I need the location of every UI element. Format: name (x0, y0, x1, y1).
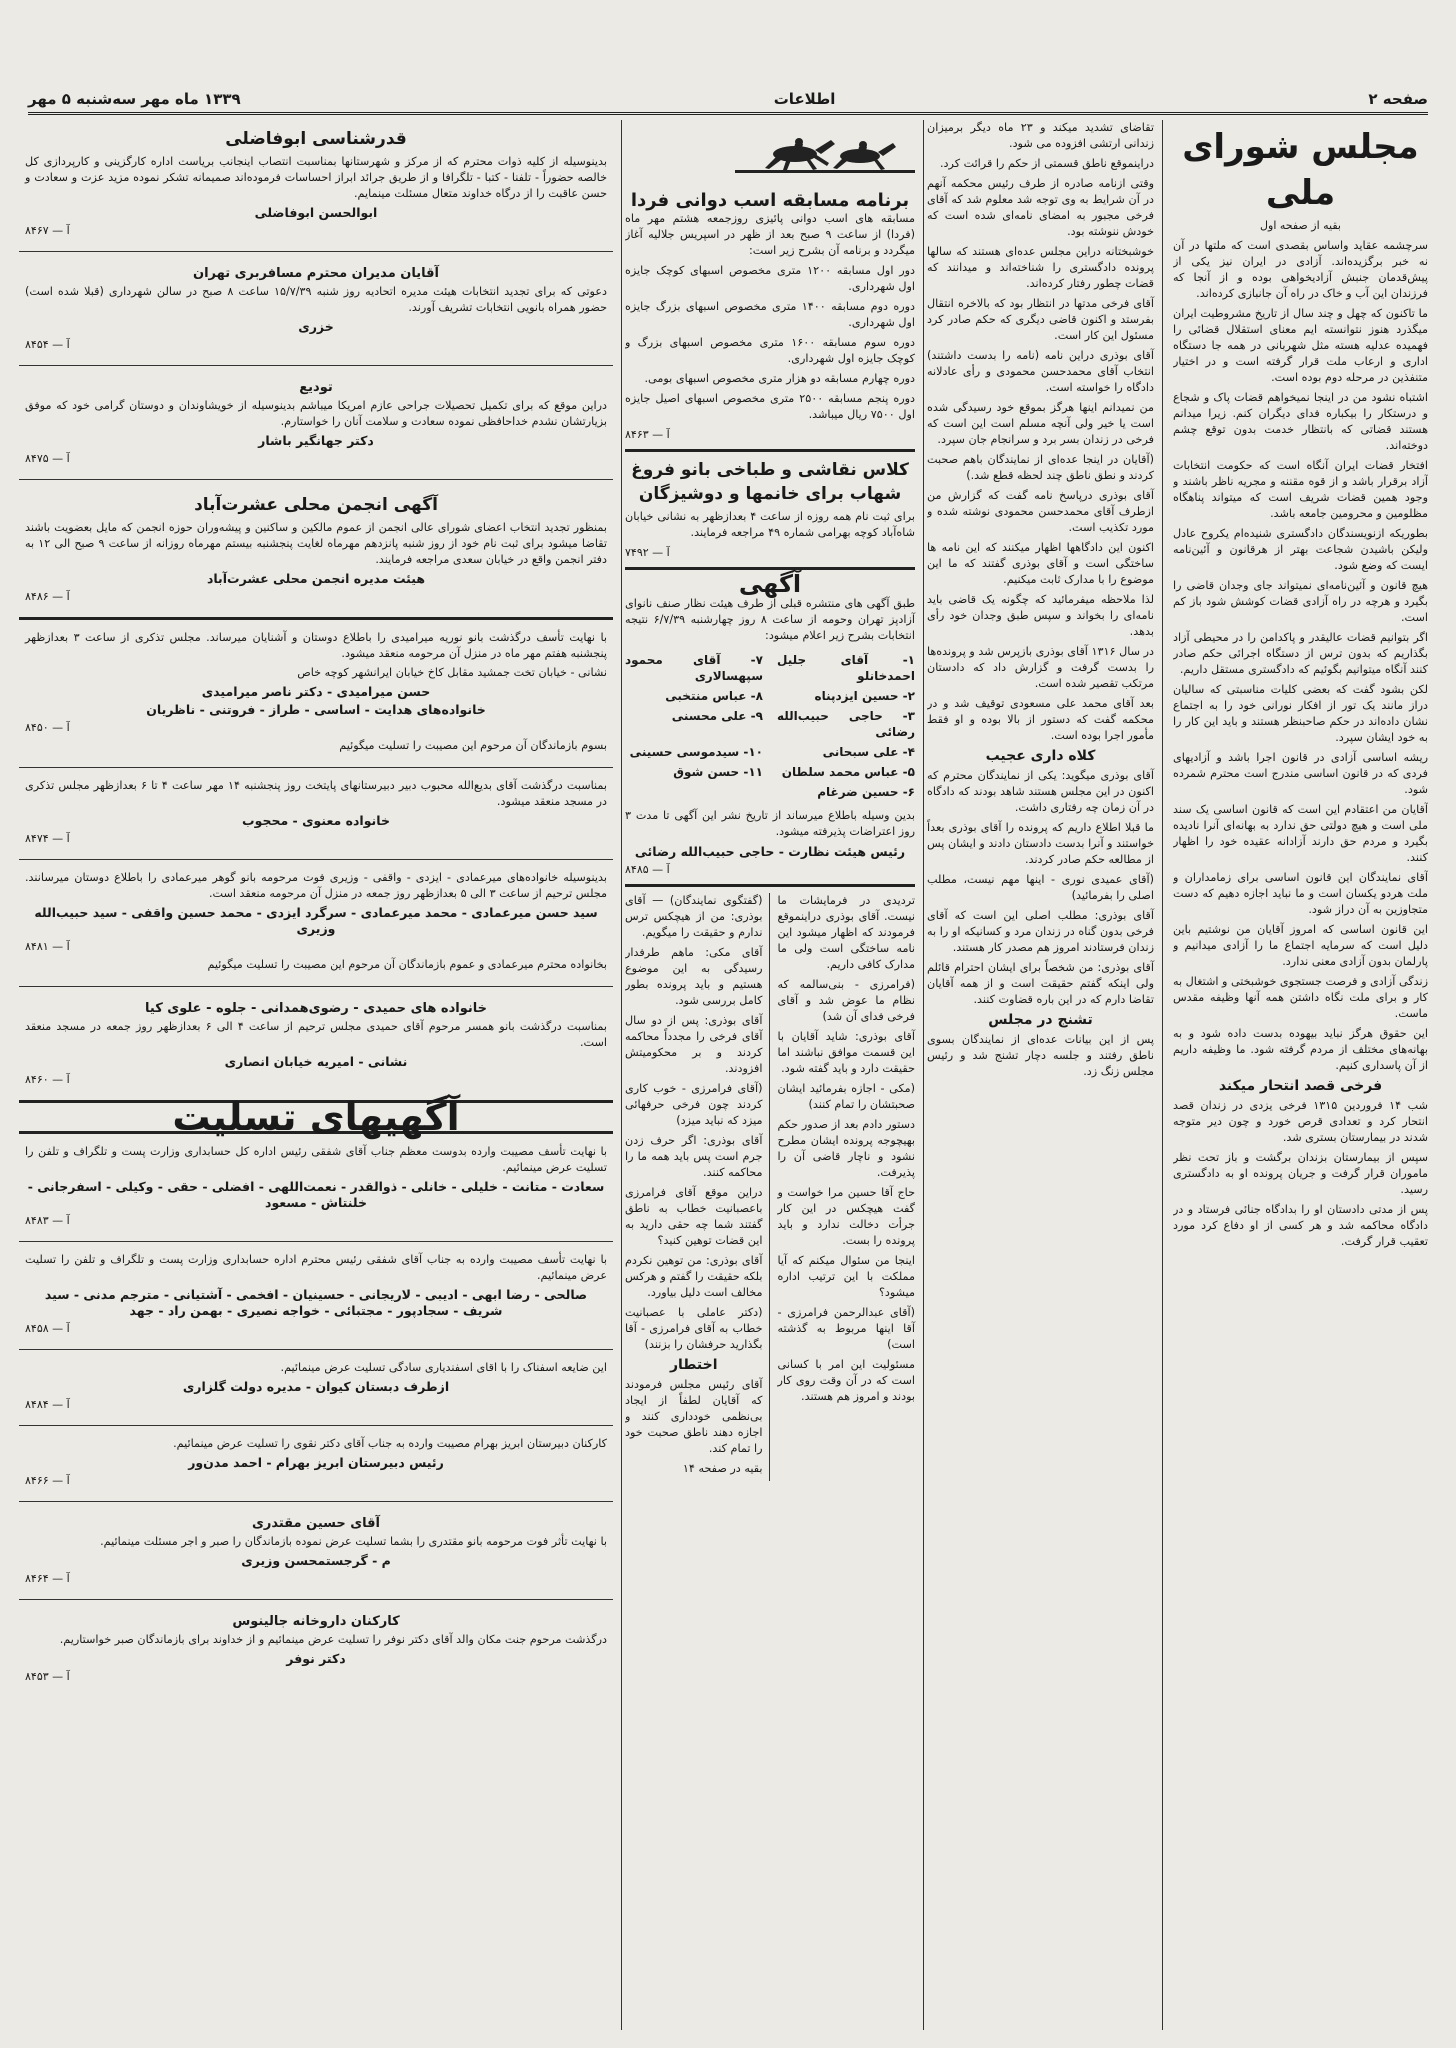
paragraph: وقتی ازنامه صادره از طرف رئیس محکمه آنهم در آن شرایط به وی توجه شد معلوم شد که آقای فرخی مجبور به امضای نامه‌ای شده است که خودش ننوشته بود. (927, 177, 1154, 238)
ad-block (19, 1508, 613, 1593)
ad-number: ۸۴۶۴ — آ (25, 1572, 70, 1585)
issue-date: ۱۳۳۹ ماه مهر سه‌شنبه ۵ مهر (28, 90, 241, 108)
paragraph: بدین وسیله باطلاع میرساند از تاریخ نشر این آگهی تا مدت ۳ روز اعتراضات پذیرفته میشود. (625, 809, 915, 838)
paragraph: برای ثبت نام همه روزه از ساعت ۴ بعدازظهر به نشانی خیابان شاه‌آباد کوچه بهرامی شماره ۴۹ مراجعه فرمایند. (625, 510, 915, 539)
ad-number: ۸۴۶۳ — آ (625, 428, 670, 441)
elected-list (625, 650, 915, 802)
paragraph: دستور دادم بعد از صدور حکم بهیچوجه پرونده ایشان مطرح نشود و ناچار قاضی آن را پذیرفت. (777, 1118, 915, 1179)
ad-number: ۸۴۵۳ — آ (25, 1670, 70, 1683)
paragraph: آقای فرخی مدتها در انتظار بود که بالاخره انتقال بفرستد و اکنون قاضی دیگری که حکم صادر کرد مسئول این کار است. (927, 297, 1154, 342)
ad-title: کارکنان داروخانه جالینوس (232, 1614, 400, 1629)
ad-block (19, 1606, 613, 1691)
paragraph: آقای بوذری: اگر حرف زدن جرم است پس باید همه ما را محاکمه کنند. (625, 1134, 763, 1179)
ad-note: بخانواده محترم میرعمادی و عموم بازماندگان آن مرحوم این مصیبت را تسلیت میگوئیم (207, 958, 607, 971)
paragraph: آقای رئیس مجلس فرمودند که آقایان لطفاً از ایجاد بی‌نظمی خودداری کنند و اجازه دهند ناطق صحبت خود را تمام کند. (625, 1378, 763, 1455)
lower-text-right (778, 893, 916, 1481)
paragraph: (آقای فرامرزی - خوب کاری کردند چون فرخی حرفهائی میزد که نباید میزد) (625, 1082, 763, 1127)
paragraph: اشتباه نشود من در اینجا نمیخواهم قضات پاک و شجاع و درستکار را بیکباره فدای دیگران کنم. زیرا میدانم هستند قضاتی که بانتظار خدمت بدون توقع چشم دوخته‌اند. (1173, 391, 1428, 452)
ad-block (19, 120, 613, 245)
paragraph: شب ۱۴ فروردین ۱۳۱۵ فرخی یزدی در زندان قصد انتحار کرد و تعدادی قرص خورد و چون دیر متوجه شدند در بیمارستان بستری شد. (1173, 1099, 1428, 1144)
parliament-column (1173, 120, 1428, 2030)
paragraph: طبق آگهی های منتشره قبلی از طرف هیئت نظار صنف نانوای آزادپز تهران وحومه از ساعت ۸ روز چهارشنبه ۶/۷/۳۹ نتیجه انتخابات بشرح زیر اعلام میشود: (625, 597, 915, 642)
paragraph: دراینموقع ناطق قسمتی از حکم را قرائت کرد. (939, 157, 1154, 170)
middle-column (625, 120, 924, 2030)
paragraph: این حقوق هرگز نباید بیهوده بدست داده شود و به بهانه‌های مختلف از مردم گرفته شود. ما وظیفه داریم از آن پاسداری کنیم. (1173, 1027, 1428, 1072)
paragraph: آقای مکی: ماهم طرفدار رسیدگی به این موضوع هستیم و باید پرونده بطور کامل بررسی شود. (625, 946, 763, 1007)
paragraph: این قانون اساسی که امروز آقایان من نوشتیم باین دلیل است که سرمایه اجتماع ما را آزادی میدانیم و پارلمان بدون آزادی معنی ندارد. (1173, 923, 1428, 968)
parliament-title: مجلس شورای ملی (1182, 127, 1419, 213)
ad-number: ۸۴۵۸ — آ (25, 1322, 70, 1335)
ad-block (19, 258, 613, 359)
paragraph: حاج آقا حسین مرا خواست و گفت هیچکس در این کار جرأت دخالت ندارد و باید پرونده را بست. (777, 1186, 915, 1247)
ad-signature: سعادت - متانت - خلیلی - خانلی - ذوالقدر - نعمت‌اللهی - افضلی - حقی - وکیلی - اسفرجانی - خلنتاش - مسعود (27, 1179, 605, 1210)
ad-text: درگذشت مرحوم جنت مکان والد آقای دکتر نوفر را تسلیت عرض مینمائیم و از خداوند برای بازماندگان صبر خواستاریم. (59, 1633, 607, 1646)
ad-note: بسوم بازماندگان آن مرحوم این مصیبت را تسلیت میگوئیم (339, 739, 607, 752)
notice-title: آگهی (738, 570, 802, 598)
ad-text: دراین موقع که برای تکمیل تحصیلات جراحی عازم امریکا میباشم بدینوسیله از خویشاوندان و دوستان گرامی خود که موفق بزیارتشان نشدم خداحافظی نموده سعادت و سلامت آنان را خواستارم. (25, 399, 607, 428)
list-item: ۵- عباس محمد سلطان (781, 765, 915, 779)
class-ad-title: کلاس نقاشی و طباخی بانو فروغ شهاب برای خانمها و دوشیزگان (631, 460, 909, 504)
subheading: کلاه داری عجیب (985, 748, 1096, 764)
list-item: ۲- حسین ایزدپناه (814, 689, 915, 703)
ad-text: با نهایت تأثر فوت مرحومه بانو مقتدری را بشما تسلیت عرض نموده بازماندگان را صبر و اجر مسئلت مینمائیم. (100, 1535, 607, 1548)
ad-text: با نهایت تأسف درگذشت بانو نوریه میرامیدی را باطلاع دوستان و آشنایان میرساند. مجلس تذکری از ساعت ۳ بعدازظهر پنجشنبه هفتم مهر ماه در منزل آن مرحومه منعقد میشود. (25, 631, 608, 660)
ad-signature: دکتر جهانگیر باشار (258, 433, 374, 448)
ad-number: ۸۴۵۴ — آ (25, 338, 70, 351)
paragraph: مسابقه های اسب دوانی پائیزی روزجمعه هشتم مهر ماه (فردا) از ساعت ۹ صبح بعد از ظهر در اسپریس جلالیه آغاز میگردد و برنامه آن بشرح زیر است: (625, 212, 915, 257)
ad-block (19, 626, 613, 761)
paragraph: دوره چهارم مسابقه دو هزار متری مخصوص اسبهای بومی. (644, 372, 915, 385)
ad-block (19, 1432, 613, 1495)
paragraph: بطوریکه ازنویسندگان دادگستری شنیده‌ام یکروح عادل ولیکن باشیدن شجاعت بهتر از هرقانون و آئین‌نامه ایست که وضع شود. (1173, 527, 1428, 572)
ad-text: دعوتی که برای تجدید انتخابات هیئت مدیره اتحادیه روز شنبه ۱۵/۷/۳۹ ساعت ۸ صبح در سالن شهرداری (قبلا شده است) حضور همراه بانویی انتخابات تشریف آورند. (25, 285, 607, 314)
paragraph: سپس از بیمارستان بزندان برگشت و باز تحت نظر ماموران قرار گرفت و جریان پرونده او به دادگستری رسید. (1173, 1151, 1428, 1196)
paragraph: دوره سوم مسابقه ۱۶۰۰ متری مخصوص اسبهای بزرگ و کوچک جایزه اول شهرداری. (625, 336, 915, 365)
notice-signature: رئیس هیئت نظارت - حاجی حبیب‌الله رضائی (634, 844, 906, 859)
ad-text: این ضایعه اسفناک را با اقای اسفندیاری سادگی تسلیت عرض مینمائیم. (280, 1361, 607, 1374)
list-item: ۸- عباس منتخبی (665, 689, 763, 703)
paragraph: آقای بوذری دراین نامه (نامه را بدست داشتند) انتخاب آقای محمدحسن محمودی و رأی عادلانه دادگاه را خواسته است. (927, 349, 1154, 394)
ad-signature: هیئت مدیره انجمن محلی عشرت‌آباد (206, 571, 426, 586)
ad-title: آگهی انجمن محلی عشرت‌آباد (194, 495, 438, 515)
paragraph: دراین موقع آقای فرامرزی باعصبانیت خطاب به ناطق گفتند شما چه حقی دارید به این قضات توهین کنید؟ (625, 1186, 763, 1247)
paragraph: ریشه اساسی آزادی در قانون اجرا باشد و آزادیهای فردی که در قانون اساسی مندرج است محترم شمرده شود. (1173, 751, 1428, 796)
list-item: ۷- آقای محمود سپهسالاری (625, 653, 763, 683)
ad-number: ۸۴۷۴ — آ (25, 832, 70, 845)
ad-text: با نهایت تأسف مصیبت وارده به جناب آقای شفقی رئیس محترم اداره حسابداری وزارت پست و تلگراف و تلفن را تسلیت عرض مینمائیم. (25, 1253, 607, 1282)
subheading: اختطار (669, 1357, 718, 1373)
list-item: ۶- حسین ضرغام (817, 785, 915, 799)
ad-number: ۸۴۸۴ — آ (25, 1398, 70, 1411)
paragraph: دوره دوم مسابقه ۱۴۰۰ متری مخصوص اسبهای بزرگ جایزه اول شهرداری. (625, 300, 916, 329)
paragraph: آقای بوذری: مطلب اصلی این است که آقای فرخی بدون گناه در زندان مرد و کسانیکه او را به زندان فرستادند امروز هم مصدر کار هستند. (927, 909, 1154, 954)
ad-signature: خزری (298, 319, 334, 334)
ad-signature: رئیس دبیرستان ابریز بهرام - احمد مدن‌ور (188, 1455, 444, 1470)
paragraph: لذا ملاحظه میفرمائید که چگونه یک قاضی باید نامه‌ای را بخواند و سپس طبق وجدان خود رأی بدهد. (927, 593, 1154, 638)
ad-signature: ازطرف دبستان کیوان - مدیره دولت گلزاری (182, 1379, 450, 1394)
ad-block (19, 993, 613, 1094)
paragraph: آقای بوذری: من توهین نکردم بلکه حقیقت را گفتم و هرکس مخالف است دلیل بیاورد. (625, 1254, 763, 1299)
ad-number: ۸۴۶۰ — آ (25, 1073, 70, 1086)
paragraph: دور اول مسابقه ۱۲۰۰ متری مخصوص اسبهای کوچک جایزه اول شهرداری. (625, 264, 915, 293)
ad-number: ۸۴۷۵ — آ (25, 452, 70, 465)
ad-text: بمناسبت درگذشت بانو همسر مرحوم آقای حمیدی مجلس ترحیم از ساعت ۴ الی ۶ بعدازظهر روز جمعه در مسجد منعقد است. (25, 1020, 607, 1049)
paragraph: لکن بشود گفت که بعضی کلیات مناسبتی که سالیان دراز مانند یک تور از افکار نورانی خود را به اجتماع نشان داده‌اند در حکم صاحبنظر هستند و باید این کار را به خود ایشان سپرد. (1173, 683, 1428, 744)
ad-number: ۸۴۸۵ — آ (625, 863, 670, 876)
ad-signature: خانواده‌های هدایت - اساسی - طراز - فروتنی - ناظریان (146, 702, 486, 717)
ad-text: بدینوسیله خانواده‌های میرعمادی - ایزدی - واقفی - وزیری فوت مرحومه بانو گوهر میرعمادی را باطلاع دوستان میرسانند. مجلس ترحیم از ساعت ۳ الی ۵ بعدازظهر روز جمعه در منزل آن مرحومه منعقد است. (25, 871, 607, 900)
ad-number: ۸۴۶۶ — آ (25, 1474, 70, 1487)
lower-text-columns (625, 893, 915, 1481)
paragraph: ما تاکنون که چهل و چند سال از تاریخ مشروطیت ایران میگذرد هنوز نتوانسته ایم معنای استقلال قضائی را فهمیده عدلیه هسته مثل شهربانی در همه جا دستگاه اداری و ارعاب ملت قرار گرفته است و در اختیار متنفذین در مرحله دوم بوده است. (1173, 307, 1428, 384)
ad-title: تودیع (299, 380, 333, 395)
masthead (28, 86, 1428, 115)
ad-address: نشانی - امیریه خیابان انصاری (224, 1054, 408, 1069)
ad-title: آقای حسین مقتدری (251, 1516, 381, 1531)
ad-signature: دکتر نوفر (286, 1651, 346, 1666)
ad-number: ۸۴۸۶ — آ (25, 590, 70, 603)
ad-block (19, 1248, 613, 1343)
ad-block (19, 866, 613, 980)
ad-number: ۸۴۸۱ — آ (25, 940, 70, 953)
ad-text: کارکنان دبیرستان ابریز بهرام مصیبت وارده به جناب آقای دکتر نقوی را تسلیت عرض مینمائیم. (173, 1437, 607, 1450)
paragraph: (مکی - اجازه بفرمائید ایشان صحبتشان را تمام کنند) (777, 1082, 915, 1111)
paragraph: (گفتگوی نمایندگان) — آقای بوذری: من از هیچکس ترس ندارم و حقیقت را میگویم. (625, 894, 763, 939)
ad-text: بمنظور تجدید انتخاب اعضای شورای عالی انجمن از عموم مالکین و ساکنین و پیشه‌وران حوزه انجمن که مایل بعضویت باشند تقاضا میشود برای ثبت نام خود از روز شنبه پانزدهم مهرماه لغایت پنجشنبه بیستم مهرماه روزانه از ساعت ۹ صبح الی ۱۲ به دفتر انجمن واقع در خیابان سعدی مراجعه فرمایند. (25, 521, 608, 566)
continued-note: بقیه در صفحه ۱۴ (682, 1462, 763, 1475)
paragraph: (دکتر عاملی با عصبانیت خطاب به آقای فرامرزی - آقا بگذارید حرفشان را بزنند) (625, 1306, 763, 1351)
ad-block (19, 774, 613, 853)
paragraph: زندگی آزادی و فرصت جستجوی خوشبختی و اشتغال به کار و برای ملت نگاه داشتن همه آنها وظیفه مقدس ماست. (1173, 975, 1428, 1020)
ad-title: قدرشناسی ابوفاضلی (225, 129, 407, 149)
page-number: صفحه ۲ (1368, 90, 1428, 108)
paragraph: در سال ۱۳۱۶ آقای بوذری بازپرس شد و پرونده‌ها را بدست گرفت و گزارش داد که دادستان مرتکب تقصیر شده است. (927, 645, 1154, 690)
ad-address: نشانی - خیابان تخت جمشید مقابل کاخ خیابان ایرانشهر کوچه خاص (297, 666, 607, 679)
paragraph: تقاضای تشدید میکند و ۲۳ ماه دیگر برمیزان زندانی ارتشی افزوده می شود. (927, 121, 1154, 150)
list-item: ۴- علی سبحانی (822, 745, 915, 759)
ad-signature: ابوالحسن ابوفاضلی (254, 205, 378, 220)
ad-block (19, 1356, 613, 1419)
list-item: ۱۰- سیدموسی حسینی (629, 745, 763, 759)
paragraph: (آقای عمیدی نوری - اینها مهم نیست، مطلب اصلی را بفرمائید) (927, 873, 1154, 902)
list-item (625, 784, 763, 800)
ad-block (19, 486, 613, 611)
paragraph: مسئولیت این امر با کسانی است که در آن وقت روی کار بودند و امروز هم هستند. (777, 1358, 915, 1403)
paragraph: افتخار قضات ایران آنگاه است که حکومت انتخابات آزاد برقرار باشد و از قوه مقننه و مجریه ناظر باشند و وجود همین قضات شریف است که میتواند پناهگاه مظلومین و محرومین جامعه باشد. (1173, 459, 1428, 520)
paragraph: ما قبلا اطلاع داریم که پرونده را آقای بوذری بعداً خواستند و آنرا بدست دادستان دادند و ایشان پس از مطالعه حکم صادر کردند. (927, 821, 1154, 866)
parliament-column-continued (927, 120, 1163, 2030)
condolence-ads-title: آگهیهای تسلیت (172, 1095, 460, 1139)
ad-text: با نهایت تأسف مصیبت وارده بدوست معظم جناب آقای شفقی رئیس اداره کل حسابداری وزارت پست و تلگراف و تلفن را تسلیت عرض مینمائیم. (25, 1145, 607, 1174)
ad-signature: صالحی - رضا ابهی - ادیبی - لاریجانی - حسینیان - افخمی - آشتیانی - مترجم مدنی - سید شریف - سجادپور - مجتبائی - خواجه نصیری - بهمن راد - جهد (44, 1287, 588, 1318)
paragraph: اینجا من سئوال میکنم که آیا مملکت با این ترتیب اداره میشود؟ (777, 1254, 915, 1299)
list-item: ۹- علی محسنی (671, 709, 763, 723)
lower-text-left (625, 893, 770, 1481)
list-item: ۱۱- حسن شوق (673, 765, 763, 779)
paragraph: بعد آقای محمد علی مسعودی توقیف شد و در محکمه گفت که دستور از بالا بوده و او فقط مأمور اجرا بوده است. (927, 697, 1154, 742)
paper-name: اطلاعات (773, 90, 836, 108)
ad-number: ۷۴۹۲ — آ (625, 546, 670, 559)
horse-race-illustration (735, 124, 915, 182)
ad-number: ۸۴۸۳ — آ (25, 1214, 70, 1227)
ad-title: آقایان مدیران محترم مسافربری تهران (193, 266, 439, 281)
paragraph: من نمیدانم اینها هرگز بموقع خود رسیدگی شده است یا خیر ولی آنچه مسلم است این است که فرخی در زندان بسر برد و سرانجام جان سپرد. (927, 401, 1154, 446)
subheading: فرخی قصد انتحار میکند (1218, 1078, 1383, 1094)
list-item: ۱- آقای جلیل احمدخانلو (777, 653, 915, 683)
paragraph: (آقای عبدالرحمن فرامرزی - آقا اینها مربوط به گذشته است) (777, 1306, 915, 1351)
list-item: ۳- حاجی حبیب‌الله رضائی (777, 709, 915, 739)
ad-signature: حسن میرامیدی - دکتر ناصر میرامیدی (201, 684, 431, 699)
paragraph: (فرامرزی - بنی‌سالمه که نظام ما عوض شد و آقای فرخی فدای آن شد) (777, 978, 915, 1023)
paragraph: سرچشمه عقاید واساس بقصدی است که ملتها در آن نه خبر برگزیده‌اند. آزادی در ایران نیز یکی از پیش‌قدمان جنبش آزادیخواهی بوده و از آنجا که فرزندان این آب و خاک در راه آن جانبازی کرده‌اند. (1173, 239, 1428, 300)
ad-text: بمناسبت درگذشت آقای بدیع‌الله محبوب دبیر دبیرستانهای پایتخت روز پنجشنبه ۱۴ مهر ساعت ۴ تا ۶ بعدازظهر مجلس تذکری در مسجد منعقد میشود. (25, 779, 608, 808)
paragraph: اکنون این دادگاهها اظهار میکنند که این نامه ها ساختگی است و آقای بوذری گفتند که ما این موضوع را با مدارک ثابت میکنیم. (927, 541, 1154, 586)
paragraph: دوره پنجم مسابقه ۲۵۰۰ متری مخصوص اسبهای اصیل جایزه اول ۷۵۰۰ ریال میباشد. (625, 392, 915, 421)
ad-number: ۸۴۶۷ — آ (25, 224, 70, 237)
paragraph: آقای بوذری درپاسخ نامه گفت که گزارش من ازطرف آقای محمدحسن محمودی نوشته شده و مورد تکذیب است. (927, 489, 1154, 534)
paragraph: آقای نمایندگان این قانون اساسی برای زمامداران و ملت هردو یکسان است و ما نباید اجازه دهیم که دست متجاوزین به آن دراز شود. (1173, 871, 1428, 916)
paragraph: آقای بوذری: شاید آقایان با این قسمت موافق نباشند اما حقیقت دارد و باید گفته شود. (777, 1030, 915, 1075)
race-program-title: برنامه مسابقه اسب دوانی فردا (630, 190, 910, 211)
ad-signature: خانواده معنوی - محجوب (242, 813, 390, 828)
paragraph: آقای بوذری: پس از دو سال آقای فرخی را مجدداً محاکمه کردند و بر محکومیتش افزودند. (625, 1014, 763, 1075)
paragraph: آقای بوذری: من شخصاً برای ایشان احترام قائلم ولی اینکه گفتم حقیقت است و از همه آقایان تقاضا دارم که در این باره قضاوت کنند. (927, 961, 1154, 1006)
paragraph: پس از این بیانات عده‌ای از نمایندگان بسوی ناطق رفتند و جلسه دچار تشنج شد و رئیس مجلس زنگ زد. (927, 1033, 1154, 1078)
subheading: تشنج در مجلس (988, 1012, 1093, 1028)
paragraph: هیچ قانون و آئین‌نامه‌ای نمیتواند جای وجدان قاضی را بگیرد و هرچه در راه آزادی قضات کوشش شود باز کم است. (1173, 579, 1428, 624)
ad-title: خانواده های حمیدی - رضوی‌همدانی - جلوه - علوی کیا (145, 1001, 487, 1016)
ads-column (19, 120, 622, 2030)
ad-signature: م - گرجستمحسن وزیری (241, 1553, 391, 1568)
ad-text: بدینوسیله از کلیه ذوات محترم که از مرکز و شهرستانها بمناسبت انتصاب اینجانب بریاست اداره کارگزینی و کارپردازی کل خالصه حضوراً - تلفنا - کتبا - تلگرافا و از طریق جرائد ابراز احساسات فرموده‌اند صمیمانه تشکر نموده مزید عزت و سعادت و حسن عاقبت را از درگاه خداوند متعال مسئلت مینمایم. (25, 155, 607, 200)
ad-block (19, 1140, 613, 1235)
ad-signature: سید حسن میرعمادی - محمد میرعمادی - سرگرد ایزدی - محمد حسین واقفی - سید حبیب‌الله وزیری (34, 905, 598, 936)
ad-block (19, 372, 613, 473)
paragraph: خوشبختانه دراین مجلس عده‌ای هستند که سالها پرونده دادگستری را شناخته‌اند و میدانند که قضات چطور رفتار کرده‌اند. (927, 245, 1154, 290)
continued-note: بقیه از صفحه اول (1260, 219, 1341, 232)
paragraph: آقای بوذری میگوید: یکی از نمایندگان محترم که اکنون در این مجلس هستند شاهد بودند که دادگاه در آن زمان چه رفتاری داشت. (927, 769, 1154, 814)
ad-number: ۸۴۵۰ — آ (25, 721, 70, 734)
paragraph: اگر بتوانیم قضات عالیقدر و پاکدامن را در محیطی آزاد بگذاریم که بدون ترس از دستگاه اجرائی حکم صادر کنند آنگاه میتوانیم بگوئیم که دادگستری مستقل داریم. (1173, 631, 1428, 676)
paragraph: تردیدی در فرمایشات ما نیست. آقای بوذری دراینموقع فرمودند که اظهار میشود این نامه ساختگی است ولی ما مدارک کافی داریم. (777, 894, 915, 971)
paragraph: پس از مدتی دادستان او را بدادگاه جنائی فرستاد و در دادگاه محاکمه شد و هر کسی از او دفاع کرد مورد تعقیب قرار گرفت. (1173, 1203, 1428, 1248)
paragraph: (آقایان در اینجا عده‌ای از نمایندگان باهم صحبت کردند و نطق ناطق چند لحظه قطع شد.) (927, 453, 1154, 482)
paragraph: آقایان من اعتقادم این است که قانون اساسی یک سند ملی است و هیچ دولتی حق ندارد به بهانه‌ای آنرا نادیده بگیرد و مردم حق دارند آزادانه عقیده خود را اظهار کنند. (1173, 803, 1428, 864)
